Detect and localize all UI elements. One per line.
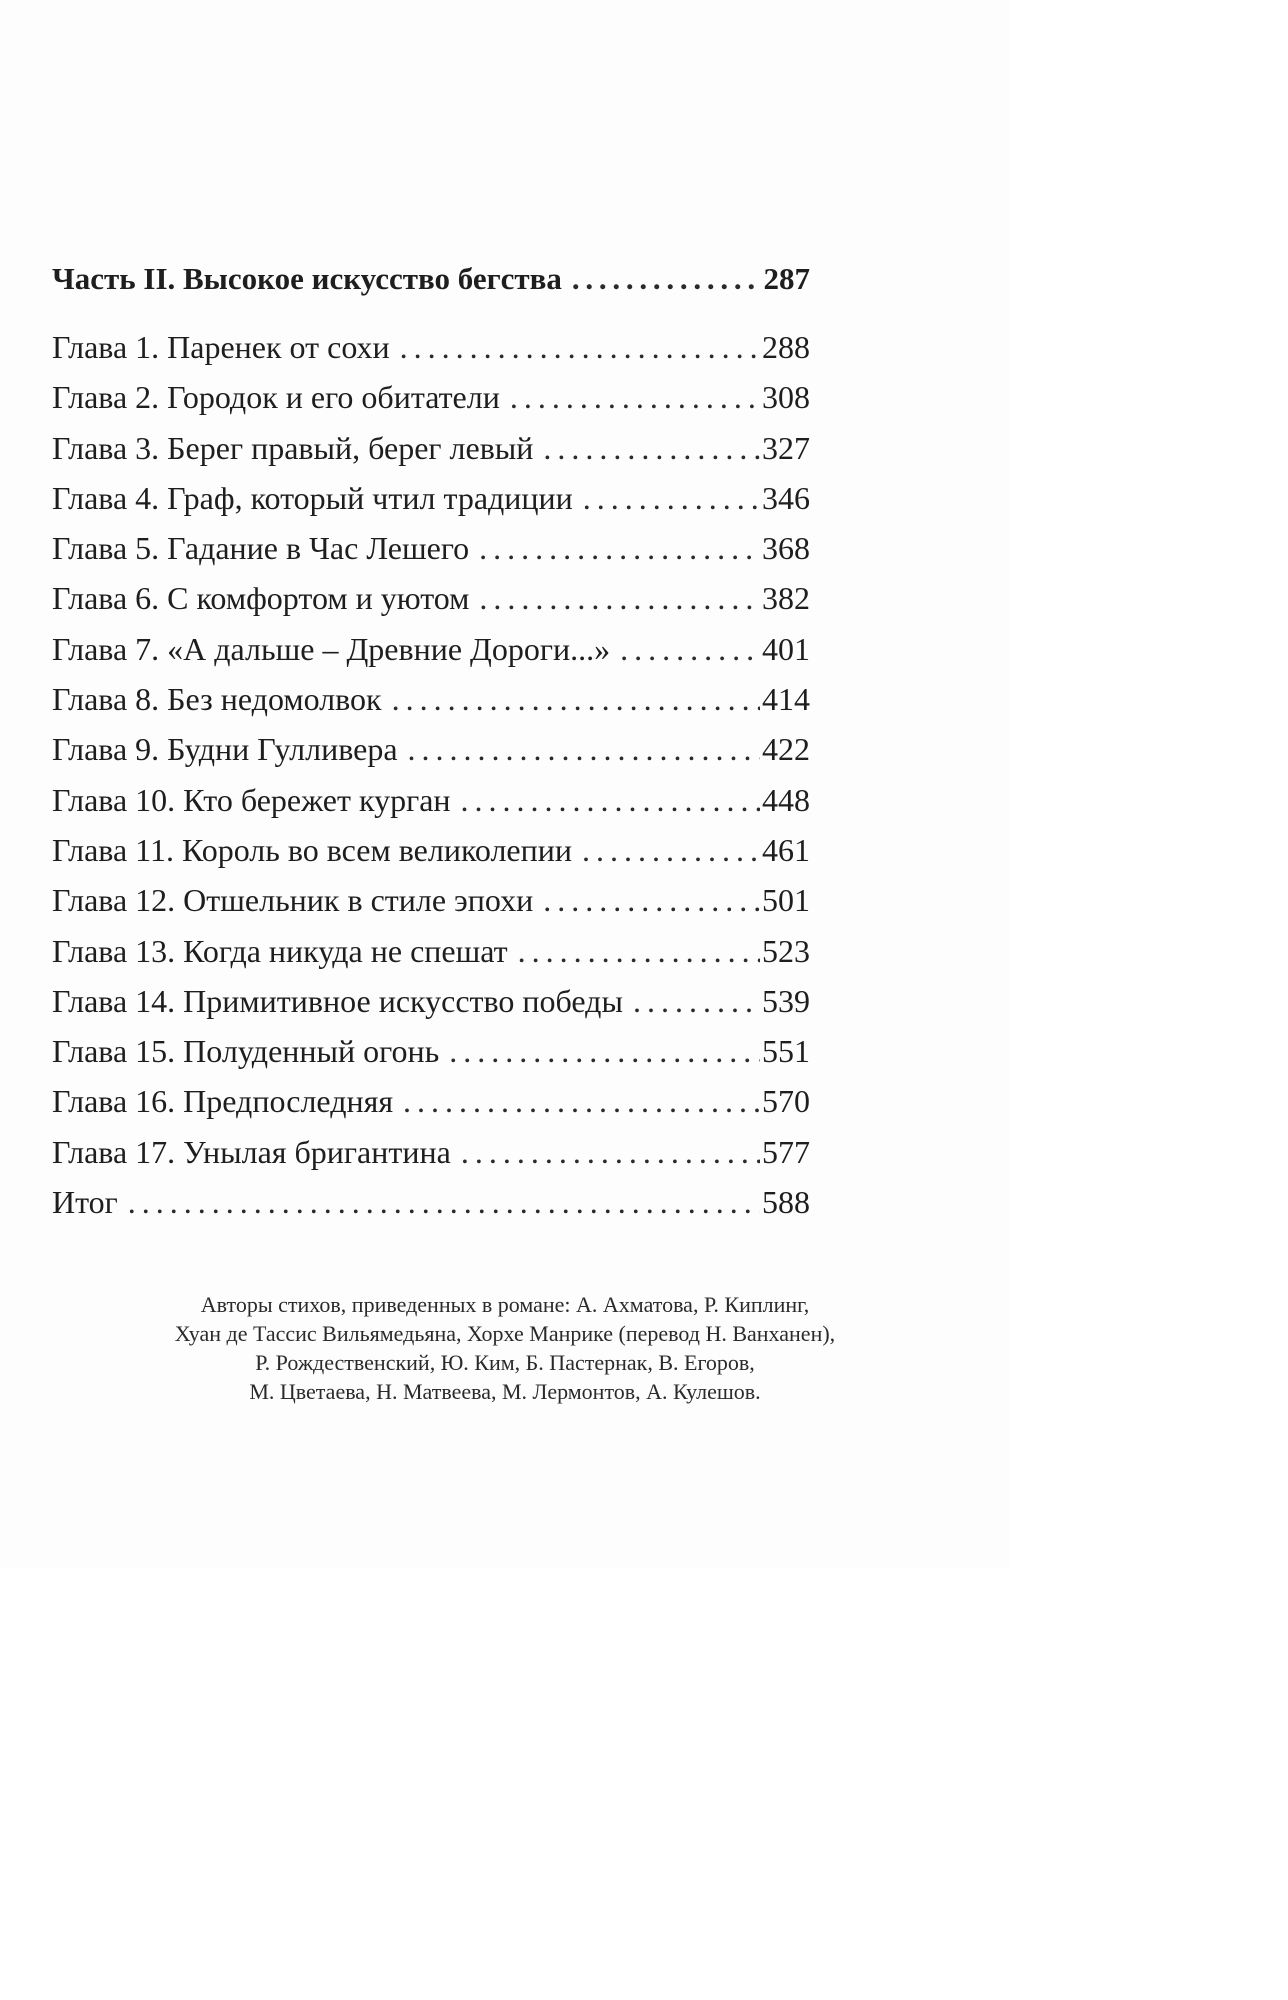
chapter-page-number: 308 <box>762 379 810 416</box>
poem-authors-note <box>40 1290 970 1406</box>
part-title: Часть II. Высокое искусство бегства <box>52 261 562 296</box>
toc-chapter-entry <box>52 322 810 372</box>
chapter-page-number: 501 <box>762 882 810 919</box>
leader-dots <box>633 976 760 1026</box>
chapter-title: Глава 16. Предпоследняя <box>52 1083 394 1120</box>
chapter-title: Глава 15. Полуденный огонь <box>52 1033 440 1070</box>
chapter-title: Глава 10. Кто бережет курган <box>52 781 451 818</box>
chapter-title: Глава 5. Гадание в Час Лешего <box>52 530 470 567</box>
leader-dots <box>449 1026 760 1076</box>
leader-dots <box>543 423 760 473</box>
chapter-page-number: 461 <box>762 831 810 868</box>
toc-part-entry <box>52 250 810 322</box>
chapter-title: Глава 2. Городок и его обитатели <box>52 379 500 416</box>
toc-chapter-entry <box>52 473 810 523</box>
toc-chapter-entry <box>52 1177 810 1227</box>
leader-dots <box>403 1076 760 1126</box>
chapter-title: Глава 8. Без недомолвок <box>52 681 382 718</box>
leader-dots <box>518 926 760 976</box>
authors-note-line: Авторы стихов, приведенных в романе: А. Ахматова, Р. Киплинг, <box>200 1292 810 1317</box>
leader-dots <box>461 775 760 825</box>
chapter-title: Глава 6. С комфортом и уютом <box>52 580 470 617</box>
chapter-page-number: 288 <box>762 329 810 365</box>
chapter-title: Глава 12. Отшельник в стиле эпохи <box>52 882 534 919</box>
toc-chapter-entry <box>52 724 810 774</box>
leader-dots <box>572 250 762 308</box>
chapter-title: Итог <box>52 1184 118 1221</box>
toc-chapter-entry <box>52 775 810 825</box>
toc-chapter-entry <box>52 674 810 724</box>
leader-dots <box>620 624 760 674</box>
toc-chapter-entry <box>52 875 810 925</box>
toc-chapter-entry <box>52 1127 810 1177</box>
table-of-contents <box>52 250 810 1227</box>
toc-chapter-entry <box>52 1026 810 1076</box>
chapter-page-number: 414 <box>762 681 810 718</box>
toc-chapter-entry <box>52 624 810 674</box>
authors-note-line: Р. Рождественский, Ю. Ким, Б. Пастернак, В. Егоров, <box>255 1350 755 1375</box>
toc-chapter-entry <box>52 1076 810 1126</box>
leader-dots <box>583 473 760 523</box>
toc-chapter-entry <box>52 423 810 473</box>
leader-dots <box>582 825 760 875</box>
chapter-page-number: 448 <box>762 781 810 818</box>
part-page-number: 287 <box>763 261 810 296</box>
chapter-page-number: 588 <box>762 1184 810 1221</box>
chapter-title: Глава 9. Будни Гулливера <box>52 731 398 768</box>
chapter-page-number: 401 <box>762 630 810 667</box>
chapter-list <box>52 322 810 1227</box>
toc-chapter-entry <box>52 926 810 976</box>
leader-dots <box>461 1127 760 1177</box>
leader-dots <box>479 523 760 573</box>
chapter-page-number: 570 <box>762 1083 810 1120</box>
chapter-title: Глава 14. Примитивное искусство победы <box>52 982 623 1019</box>
chapter-page-number: 346 <box>762 479 810 516</box>
chapter-title: Глава 3. Берег правый, берег левый <box>52 429 534 466</box>
chapter-title: Глава 13. Когда никуда не спешат <box>52 932 508 969</box>
chapter-title: Глава 7. «А дальше – Древние Дороги...» <box>52 630 611 667</box>
chapter-title: Глава 11. Король во всем великолепии <box>52 831 572 868</box>
chapter-page-number: 539 <box>762 982 810 1019</box>
toc-chapter-entry <box>52 523 810 573</box>
chapter-page-number: 422 <box>762 731 810 768</box>
leader-dots <box>128 1177 760 1227</box>
chapter-title: Глава 17. Унылая бригантина <box>52 1133 451 1170</box>
leader-dots <box>408 724 760 774</box>
chapter-page-number: 368 <box>762 530 810 567</box>
authors-note-line: Хуан де Тассис Вильямедьяна, Хорхе Манрике (перевод Н. Ванханен), <box>174 1321 836 1346</box>
chapter-title: Глава 1. Паренек от сохи <box>52 329 390 365</box>
toc-chapter-entry <box>52 825 810 875</box>
toc-chapter-entry <box>52 372 810 422</box>
toc-chapter-entry <box>52 573 810 623</box>
leader-dots <box>543 875 760 925</box>
chapter-page-number: 577 <box>762 1133 810 1170</box>
chapter-page-number: 327 <box>762 429 810 466</box>
leader-dots <box>400 322 760 372</box>
leader-dots <box>510 372 760 422</box>
authors-note-line: М. Цветаева, Н. Матвеева, М. Лермонтов, А. Кулешов. <box>249 1379 761 1404</box>
chapter-page-number: 523 <box>762 932 810 969</box>
leader-dots <box>392 674 760 724</box>
chapter-title: Глава 4. Граф, который чтил традиции <box>52 479 573 516</box>
toc-chapter-entry <box>52 976 810 1026</box>
chapter-page-number: 551 <box>762 1033 810 1070</box>
leader-dots <box>479 573 760 623</box>
chapter-page-number: 382 <box>762 580 810 617</box>
